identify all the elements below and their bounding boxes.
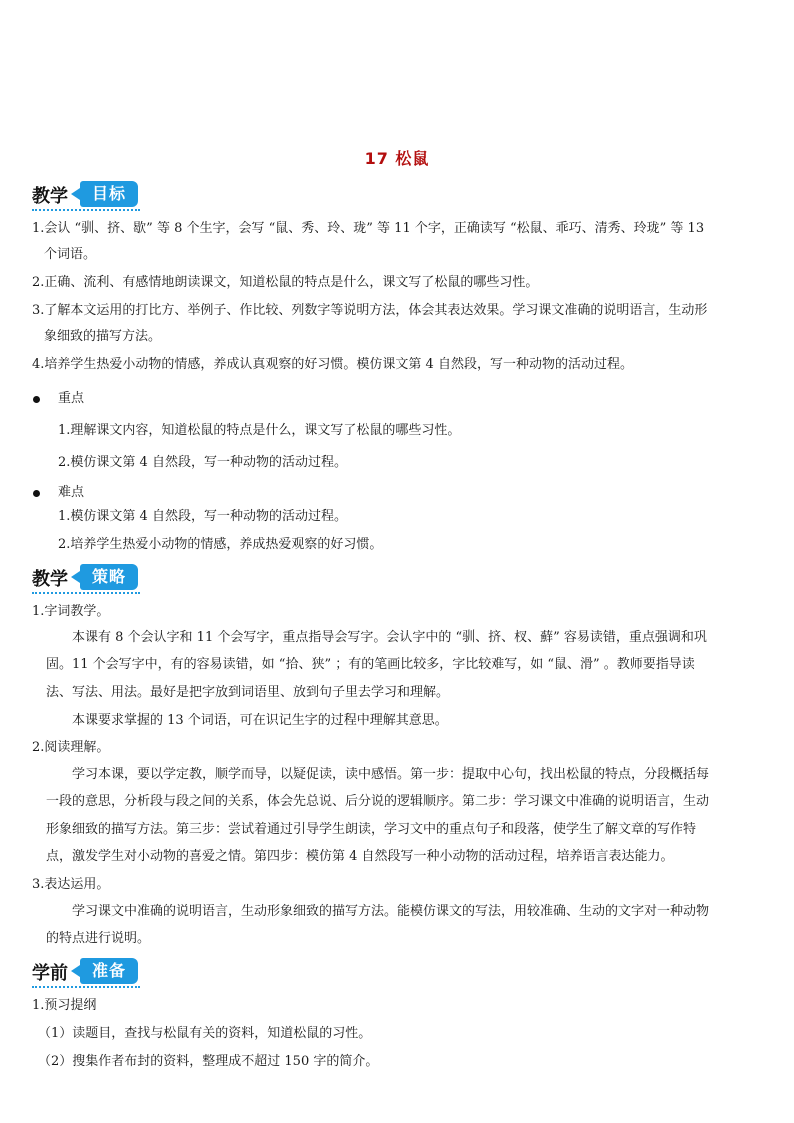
- strategy-paragraph: 一段的意思，分析段与段之间的关系，体会先总说、后分说的逻辑顺序。第二步：学习课文中准确的说明语言，生动: [46, 794, 710, 809]
- section-header-prefix: 教学: [32, 186, 68, 207]
- prep-item: （1）读题目，查找与松鼠有关的资料，知道松鼠的习性。: [38, 1026, 372, 1041]
- strategy-paragraph: 点，激发学生对小动物的喜爱之情。第四步：模仿第 4 自然段写一种小动物的活动过程，培养语言表达能力。: [46, 849, 674, 864]
- strategy-paragraph: 固。11 个会写字中，有的容易读错，如 “拾、狭” ；有的笔画比较多，字比较难写，如 “鼠、滑” 。教师要指导读: [46, 657, 695, 672]
- bullet-icon: [33, 490, 40, 497]
- difficulties-label: 难点: [58, 485, 85, 500]
- section-header-tag: 准备: [80, 958, 138, 984]
- strategy-heading: 2.阅读理解。: [32, 740, 110, 755]
- goal-item: 4.培养学生热爱小动物的情感，养成认真观察的好习惯。模仿课文第 4 自然段，写一种动物的活动过程。: [32, 357, 633, 372]
- section-header-prefix: 学前: [32, 963, 68, 984]
- goal-item-continued: 个词语。: [44, 247, 97, 262]
- strategy-paragraph: 的特点进行说明。: [46, 931, 151, 946]
- key-point-item: 2.模仿课文第 4 自然段，写一种动物的活动过程。: [58, 455, 347, 470]
- strategy-paragraph: 本课有 8 个会认字和 11 个会写字，重点指导会写字。会认字中的 “驯、挤、杈、蘚” 容易读错，重点强调和巩: [72, 630, 707, 645]
- goal-item-continued: 象细致的描写方法。: [44, 329, 162, 344]
- strategy-paragraph: 学习课文中准确的说明语言，生动形象细致的描写方法。能模仿课文的写法，用较准确、生动的文字对一种动物: [72, 904, 710, 919]
- section-header-prep: [32, 958, 142, 986]
- prep-item: （2）搜集作者布封的资料，整理成不超过 150 字的简介。: [38, 1054, 379, 1069]
- goal-item: 3.了解本文运用的打比方、举例子、作比较、列数字等说明方法，体会其表达效果。学习课文准确的说明语言，生动形: [32, 303, 708, 318]
- section-header-tag: 策略: [80, 564, 138, 590]
- key-points-label: 重点: [58, 391, 85, 406]
- goal-item: 1.会认 “驯、挤、歇” 等 8 个生字，会写 “鼠、秀、玲、珑” 等 11 个字，正确读写 “松鼠、乖巧、清秀、玲珑” 等 13: [32, 221, 705, 236]
- page-title: 17 松鼠: [364, 149, 430, 168]
- bullet-icon: [33, 396, 40, 403]
- strategy-paragraph: 法、写法、用法。最好是把字放到词语里、放到句子里去学习和理解。: [46, 685, 450, 700]
- dotted-underline: [32, 209, 140, 211]
- prep-heading: 1.预习提纲: [32, 998, 97, 1013]
- key-point-item: 1.理解课文内容，知道松鼠的特点是什么，课文写了松鼠的哪些习性。: [58, 423, 461, 438]
- difficulty-item: 1.模仿课文第 4 自然段，写一种动物的活动过程。: [58, 509, 347, 524]
- section-header-tag: 目标: [80, 181, 138, 207]
- section-header-goals: [32, 181, 142, 209]
- dotted-underline: [32, 592, 140, 594]
- strategy-paragraph: 学习本课，要以学定教，顺学而导，以疑促读，读中感悟。第一步：提取中心句，找出松鼠的特点，分段概括每: [72, 767, 710, 782]
- strategy-paragraph: 形象细致的描写方法。第三步：尝试着通过引导学生朗读，学习文中的重点句子和段落，使学生了解文章的写作特: [46, 822, 697, 837]
- section-header-prefix: 教学: [32, 569, 68, 590]
- goal-item: 2.正确、流利、有感情地朗读课文，知道松鼠的特点是什么，课文写了松鼠的哪些习性。: [32, 275, 539, 290]
- section-header-strategy: [32, 564, 142, 592]
- difficulty-item: 2.培养学生热爱小动物的情感，养成热爱观察的好习惯。: [58, 537, 383, 552]
- strategy-heading: 3.表达运用。: [32, 877, 110, 892]
- dotted-underline: [32, 986, 140, 988]
- strategy-heading: 1.字词教学。: [32, 604, 110, 619]
- strategy-paragraph: 本课要求掌握的 13 个词语，可在识记生字的过程中理解其意思。: [72, 713, 448, 728]
